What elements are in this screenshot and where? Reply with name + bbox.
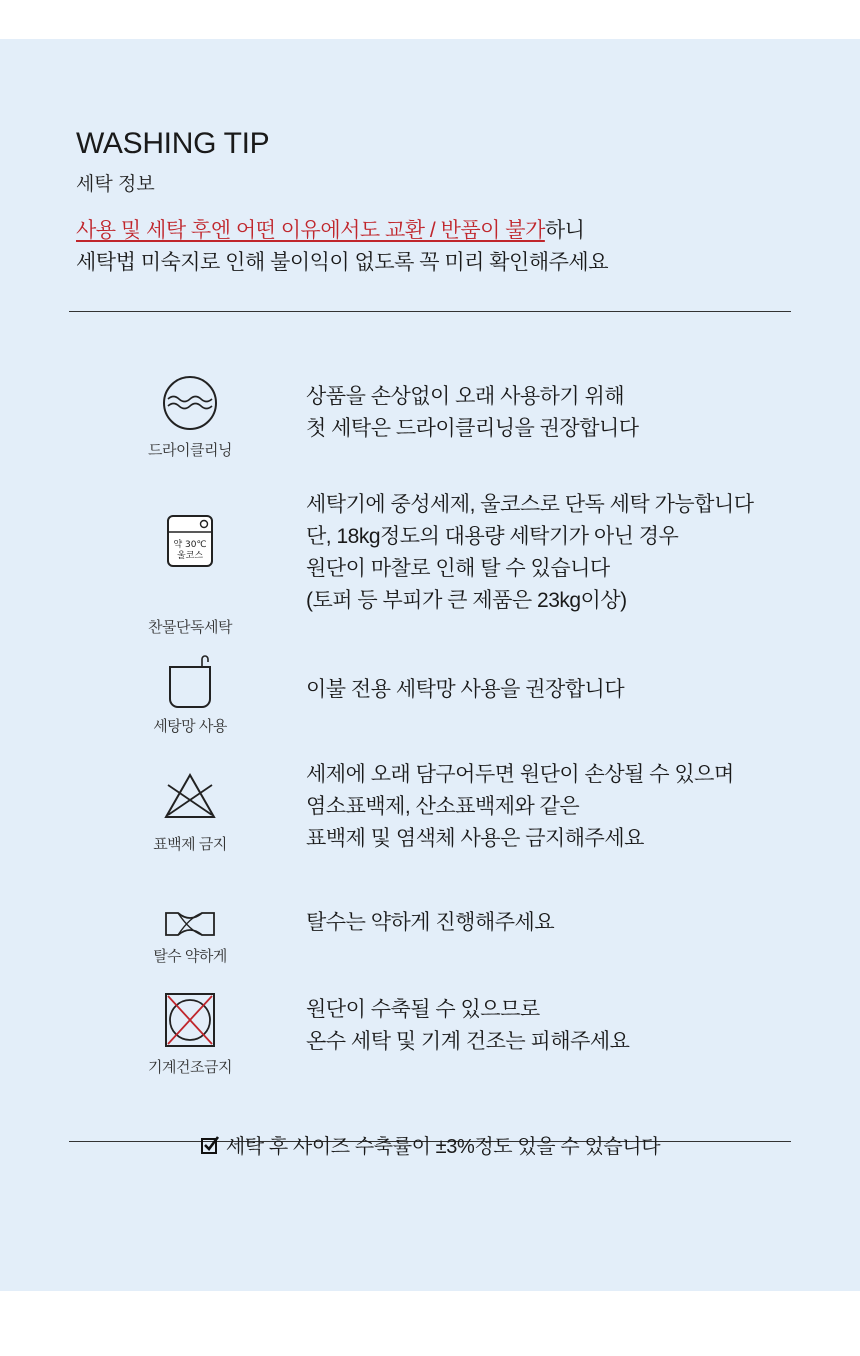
checkbox-icon — [200, 1135, 220, 1161]
washing-machine-temp-text: 약 30℃ — [173, 540, 207, 550]
notice-highlight: 사용 및 세탁 후엔 어떤 이유에서도 교환 / 반품이 불가 — [76, 219, 545, 242]
gentle-wring-label: 탈수 약하게 — [153, 948, 227, 965]
washing-machine-course-text: 울코스 — [176, 551, 204, 561]
laundry-net-label: 세탕망 사용 — [153, 718, 227, 735]
dry-cleaning-icon — [157, 373, 223, 431]
shrinkage-note — [0, 1130, 860, 1161]
page-subtitle: 세탁 정보 — [76, 174, 155, 195]
shrinkage-note-text: 세탁 후 사이즈 수축률이 ±3%정도 있을 수 있습니다 — [225, 1136, 661, 1158]
no-tumble-dry-description: 원단이 수축될 수 있으므로 온수 세탁 및 기계 건조는 피해주세요 — [306, 998, 630, 1053]
top-divider — [69, 311, 791, 312]
no-tumble-dry-icon — [157, 991, 223, 1049]
notice-rest: 하니 — [544, 219, 585, 242]
cold-wash-label: 찬물단독세탁 — [148, 619, 232, 636]
washing-machine-icon — [157, 514, 223, 568]
no-bleach-description: 세제에 오래 담구어두면 원단이 손상될 수 있으며 염소표백제, 산소표백제와 같은 표백제 및 염색체 사용은 금지해주세요 — [306, 763, 734, 850]
washing-tip-panel — [0, 39, 860, 1291]
laundry-net-description: 이불 전용 세탁망 사용을 권장합니다 — [306, 678, 625, 701]
notice-line2: 세탁법 미숙지로 인해 불이익이 없도록 꼭 미리 확인해주세요 — [76, 251, 608, 274]
no-bleach-label: 표백제 금지 — [153, 836, 227, 853]
cold-wash-description: 세탁기에 중성세제, 울코스로 단독 세탁 가능합니다 단, 18kg정도의 대용량 세탁기가 아닌 경우 원단이 마찰로 인해 탈 수 있습니다 (토퍼 등 부피가 큰 제품은 23kg이상) — [306, 493, 754, 612]
no-bleach-icon — [157, 771, 223, 821]
notice-text — [76, 215, 608, 279]
dry-cleaning-label: 드라이클리닝 — [148, 442, 232, 459]
gentle-wring-icon — [157, 909, 223, 939]
no-tumble-dry-label: 기계건조금지 — [148, 1059, 232, 1076]
gentle-wring-description: 탈수는 약하게 진행해주세요 — [306, 911, 555, 934]
laundry-net-icon — [157, 653, 223, 709]
dry-cleaning-description: 상품을 손상없이 오래 사용하기 위해 첫 세탁은 드라이클리닝을 권장합니다 — [306, 385, 639, 440]
page-title: WASHING TIP — [76, 127, 270, 160]
